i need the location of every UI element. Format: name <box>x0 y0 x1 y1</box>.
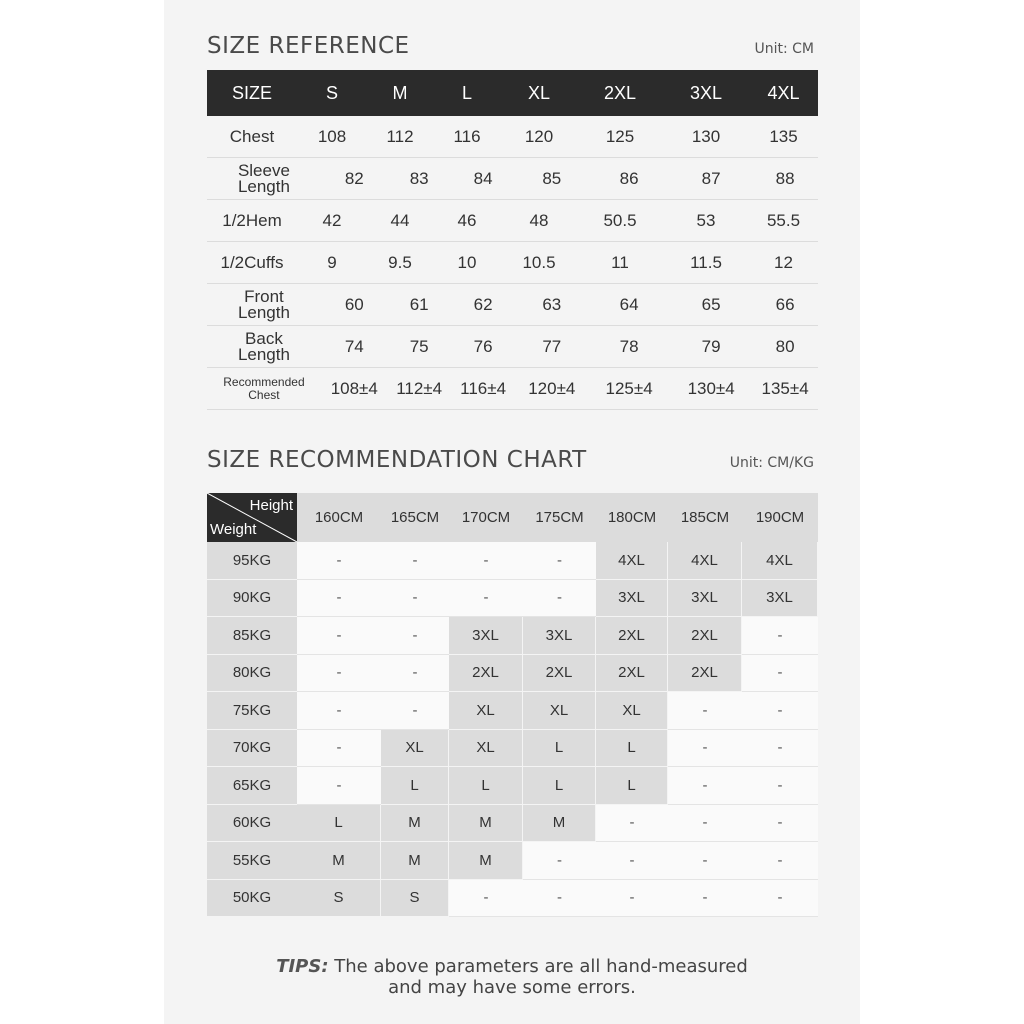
height-header-cell: 170CM <box>461 509 511 526</box>
size-cell: - <box>381 692 449 730</box>
table-cell: 130±4 <box>687 378 735 398</box>
size-cell: - <box>742 842 818 880</box>
size-cell: - <box>297 767 381 805</box>
table-cell: 10.5 <box>522 252 556 272</box>
header-cell: 3XL <box>689 82 723 103</box>
size-cell: - <box>381 617 449 655</box>
size-cell: - <box>523 542 596 580</box>
table-cell: 10 <box>457 252 477 272</box>
weight-label-cell: 70KG <box>207 730 297 768</box>
table-row <box>207 542 818 580</box>
table-row <box>207 284 818 326</box>
size-cell: - <box>668 767 742 805</box>
size-cell: M <box>381 842 449 880</box>
size-cell: 2XL <box>596 655 668 693</box>
tips-line-2: and may have some errors. <box>388 977 636 998</box>
row-label: Front Length <box>237 286 290 322</box>
size-cell: S <box>381 880 449 918</box>
table-cell: 86 <box>619 168 639 188</box>
table-cell: 44 <box>390 210 410 230</box>
size-cell: - <box>742 730 818 768</box>
table-cell: 85 <box>542 168 562 188</box>
row-label: Chest <box>229 126 275 146</box>
size-recommendation-unit: Unit: CM/KG <box>729 455 814 471</box>
size-cell: 3XL <box>596 580 668 618</box>
size-cell: - <box>297 692 381 730</box>
height-header-cell: 160CM <box>314 509 364 526</box>
size-cell: 2XL <box>523 655 596 693</box>
table-row <box>207 368 818 410</box>
size-cell: L <box>596 767 668 805</box>
table-cell: 53 <box>696 210 716 230</box>
size-cell: S <box>297 880 381 918</box>
size-cell: - <box>449 542 523 580</box>
size-cell: - <box>523 842 596 880</box>
size-cell: - <box>523 880 596 918</box>
header-cell: S <box>325 82 338 103</box>
weight-label-cell: 90KG <box>207 580 297 618</box>
table-cell: 120±4 <box>528 378 576 398</box>
size-cell: - <box>742 880 818 918</box>
table-row <box>207 767 818 805</box>
size-cell: M <box>381 805 449 843</box>
table-cell: 108±4 <box>330 378 378 398</box>
table-cell: 42 <box>322 210 342 230</box>
table-row <box>207 655 818 693</box>
size-cell: 2XL <box>449 655 523 693</box>
size-cell: 2XL <box>596 617 668 655</box>
row-label: Back Length <box>237 328 290 364</box>
size-cell: M <box>297 842 381 880</box>
tips-note <box>164 956 860 998</box>
table-cell: 130 <box>691 126 721 146</box>
size-cell: L <box>523 730 596 768</box>
table-row <box>207 805 818 843</box>
table-row <box>207 842 818 880</box>
table-cell: 79 <box>701 336 721 356</box>
table-cell: 135 <box>769 126 798 146</box>
table-row <box>207 580 818 618</box>
table-row <box>207 730 818 768</box>
header-cell: 2XL <box>603 82 637 103</box>
table-cell: 12 <box>774 252 793 272</box>
height-header-cell: 180CM <box>607 509 657 526</box>
size-cell: - <box>297 730 381 768</box>
table-cell: 80 <box>775 336 795 356</box>
weight-label: Weight <box>210 521 257 538</box>
row-label: Recommended Chest <box>223 374 305 402</box>
size-cell: - <box>596 805 668 843</box>
size-cell: L <box>596 730 668 768</box>
size-cell: 3XL <box>668 580 742 618</box>
height-header-cell: 165CM <box>390 509 440 526</box>
table-cell: 108 <box>317 126 347 146</box>
size-cell: - <box>742 655 818 693</box>
table-row <box>207 158 818 200</box>
weight-label-cell: 55KG <box>207 842 297 880</box>
table-cell: 50.5 <box>603 210 637 230</box>
size-cell: - <box>596 880 668 918</box>
size-cell: - <box>523 580 596 618</box>
table-cell: 48 <box>529 210 549 230</box>
size-cell: 2XL <box>668 655 742 693</box>
table-row <box>207 116 818 158</box>
height-header-cell: 175CM <box>535 509 584 526</box>
size-cell: - <box>668 880 742 918</box>
size-cell: - <box>449 880 523 918</box>
height-header-cell: 190CM <box>755 509 805 526</box>
table-cell: 125±4 <box>605 378 653 398</box>
table-cell: 64 <box>619 294 639 314</box>
table-cell: 55.5 <box>766 210 801 230</box>
table-cell: 125 <box>605 126 635 146</box>
size-cell: - <box>668 842 742 880</box>
table-cell: 77 <box>542 336 562 356</box>
row-label: Sleeve Length <box>237 160 290 196</box>
table-cell: 88 <box>775 168 795 188</box>
size-reference-title: SIZE REFERENCE <box>207 33 410 59</box>
size-cell: XL <box>596 692 668 730</box>
size-cell: M <box>449 805 523 843</box>
header-cell: M <box>392 82 408 103</box>
size-cell: M <box>523 805 596 843</box>
size-cell: - <box>742 617 818 655</box>
size-recommendation-header <box>207 493 818 542</box>
height-label: Height <box>249 497 293 514</box>
table-cell: 82 <box>344 168 364 188</box>
size-recommendation-title: SIZE RECOMMENDATION CHART <box>207 447 587 473</box>
table-cell: 112 <box>386 126 414 146</box>
row-label: 1/2Hem <box>222 210 282 230</box>
weight-label-cell: 50KG <box>207 880 297 918</box>
table-cell: 135±4 <box>761 378 809 398</box>
row-label: 1/2Cuffs <box>220 252 284 272</box>
header-cell: XL <box>527 82 551 103</box>
size-cell: 3XL <box>523 617 596 655</box>
table-row <box>207 326 818 368</box>
size-cell: XL <box>523 692 596 730</box>
size-cell: - <box>449 580 523 618</box>
weight-label-cell: 60KG <box>207 805 297 843</box>
weight-label-cell: 95KG <box>207 542 297 580</box>
size-cell: L <box>523 767 596 805</box>
size-cell: - <box>297 655 381 693</box>
weight-label-cell: 80KG <box>207 655 297 693</box>
size-cell: 2XL <box>668 617 742 655</box>
size-cell: - <box>742 805 818 843</box>
table-cell: 9.5 <box>388 252 412 272</box>
size-cell: - <box>297 617 381 655</box>
size-cell: 4XL <box>668 542 742 580</box>
size-cell: 4XL <box>742 542 818 580</box>
size-cell: L <box>297 805 381 843</box>
table-cell: 83 <box>409 168 429 188</box>
table-row <box>207 880 818 918</box>
size-cell: XL <box>449 692 523 730</box>
table-row <box>207 617 818 655</box>
weight-label-cell: 65KG <box>207 767 297 805</box>
size-recommendation-table <box>207 493 818 917</box>
height-header-cell: 185CM <box>680 509 730 526</box>
table-cell: 46 <box>457 210 477 230</box>
size-cell: L <box>449 767 523 805</box>
table-cell: 62 <box>473 294 493 314</box>
tips-label: TIPS: <box>276 956 329 977</box>
weight-label-cell: 85KG <box>207 617 297 655</box>
header-cell: L <box>461 82 472 103</box>
height-weight-corner <box>207 493 297 542</box>
size-cell: L <box>381 767 449 805</box>
size-cell: 3XL <box>449 617 523 655</box>
table-cell: 116 <box>453 126 481 146</box>
table-cell: 11.5 <box>690 252 722 272</box>
size-cell: XL <box>449 730 523 768</box>
size-cell: 4XL <box>596 542 668 580</box>
table-cell: 66 <box>775 294 795 314</box>
table-cell: 112±4 <box>396 378 443 398</box>
size-cell: M <box>449 842 523 880</box>
tips-line-1: The above parameters are all hand-measured <box>334 956 748 977</box>
size-reference-unit: Unit: CM <box>754 41 814 57</box>
size-cell: - <box>742 767 818 805</box>
size-cell: - <box>381 580 449 618</box>
size-cell: XL <box>381 730 449 768</box>
table-cell: 120 <box>524 126 554 146</box>
table-row <box>207 242 818 284</box>
table-cell: 9 <box>327 252 337 272</box>
size-cell: - <box>381 655 449 693</box>
table-cell: 75 <box>409 336 429 356</box>
table-row <box>207 200 818 242</box>
header-cell: SIZE <box>231 82 272 103</box>
table-cell: 65 <box>701 294 721 314</box>
size-cell: - <box>742 692 818 730</box>
size-reference-header <box>207 70 818 116</box>
size-cell: - <box>297 542 381 580</box>
table-cell: 84 <box>473 168 493 188</box>
size-cell: - <box>297 580 381 618</box>
table-cell: 11 <box>611 252 629 272</box>
table-cell: 76 <box>473 336 493 356</box>
table-row <box>207 692 818 730</box>
table-cell: 74 <box>344 336 364 356</box>
table-cell: 60 <box>344 294 364 314</box>
size-cell: - <box>668 692 742 730</box>
size-cell: - <box>668 730 742 768</box>
size-cell: - <box>668 805 742 843</box>
weight-label-cell: 75KG <box>207 692 297 730</box>
header-cell: 4XL <box>767 82 800 103</box>
table-cell: 63 <box>542 294 562 314</box>
table-cell: 61 <box>409 294 429 314</box>
table-cell: 116±4 <box>460 378 507 398</box>
size-cell: 3XL <box>742 580 818 618</box>
size-reference-table <box>207 70 818 410</box>
size-cell: - <box>596 842 668 880</box>
table-cell: 78 <box>619 336 639 356</box>
size-cell: - <box>381 542 449 580</box>
table-cell: 87 <box>701 168 721 188</box>
